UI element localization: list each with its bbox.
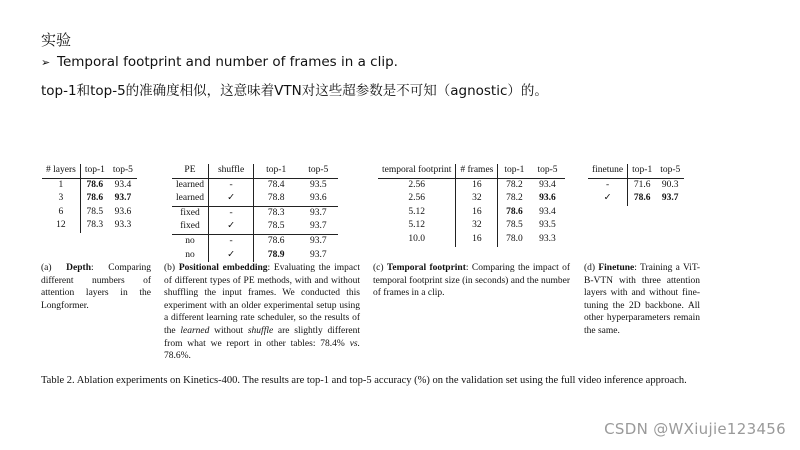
caption-text: : Training a ViT-B-VTN with three attention layers with and without fine-tuning the 2D backbone. All other hyperparameters remain the same. bbox=[584, 263, 700, 336]
table-cell: 78.8 bbox=[267, 193, 285, 204]
table-header: top-1 bbox=[498, 164, 531, 178]
positional-embedding-table bbox=[172, 164, 338, 262]
table-row bbox=[172, 206, 338, 220]
table-cell: 32 bbox=[456, 219, 498, 233]
table-cell: 78.3 bbox=[86, 220, 104, 231]
table-header: top-5 bbox=[109, 164, 137, 178]
table-header: top-1 bbox=[628, 164, 657, 178]
table-header: top-5 bbox=[530, 164, 564, 178]
table-cell: 3 bbox=[42, 192, 80, 206]
table-header: top-1 bbox=[80, 164, 109, 178]
table-cell: fixed bbox=[172, 220, 208, 234]
table-cell: learned bbox=[172, 192, 208, 206]
table-cell: 78.5 bbox=[86, 206, 104, 217]
table-cell: 78.3 bbox=[254, 206, 299, 220]
table-row bbox=[172, 249, 338, 263]
table-header: top-5 bbox=[298, 164, 338, 178]
table-cell: 5.12 bbox=[378, 206, 456, 220]
table-header: top-1 bbox=[254, 164, 299, 178]
table-cell: 93.3 bbox=[539, 233, 556, 244]
table-cell: 32 bbox=[456, 192, 498, 206]
table-cell: 5.12 bbox=[378, 219, 456, 233]
table-cell: 93.4 bbox=[539, 179, 556, 190]
table-cell: 16 bbox=[456, 178, 498, 192]
caption-prefix: (b) bbox=[164, 263, 179, 273]
bullet-line bbox=[41, 54, 398, 70]
table-cell: fixed bbox=[172, 206, 208, 220]
table-cell: 78.4 bbox=[267, 179, 285, 190]
caption-italic: learned bbox=[180, 325, 210, 336]
caption-text: 78.6%. bbox=[164, 351, 191, 362]
table-header: temporal footprint bbox=[378, 164, 456, 178]
table-cell: 78.5 bbox=[506, 220, 523, 231]
caption-prefix: (d) bbox=[584, 263, 599, 273]
table-row bbox=[378, 233, 565, 247]
caption-text: are slightly different from what we report in other tables: 78.4% bbox=[164, 325, 361, 349]
table-header: PE bbox=[172, 164, 208, 178]
table-cell: 78.6 bbox=[86, 179, 104, 190]
table-cell: 78.2 bbox=[506, 179, 523, 190]
caption-title: Depth bbox=[66, 263, 91, 273]
table-caption: Table 2. Ablation experiments on Kinetics-400. The results are top-1 and top-5 accuracy (%) on the validation set using the full video inference approach. bbox=[41, 375, 687, 386]
table-cell: 93.6 bbox=[114, 206, 132, 217]
caption-title: Positional embedding bbox=[178, 263, 268, 273]
table-header: # frames bbox=[456, 164, 498, 178]
caption-title: Finetune bbox=[598, 263, 635, 273]
table-cell: 93.5 bbox=[539, 220, 556, 231]
table-cell: 78.5 bbox=[267, 221, 285, 232]
positional-embedding-caption bbox=[164, 262, 360, 363]
table-cell: 78.6 bbox=[506, 206, 523, 217]
table-cell: no bbox=[172, 234, 208, 248]
table-cell: 10.0 bbox=[378, 233, 456, 247]
caption-text: : Comparing different numbers of attention layers in the Longformer. bbox=[41, 263, 151, 311]
watermark: CSDN @WXiujie123456 bbox=[604, 420, 786, 438]
arrow-bullet-icon: ➢ bbox=[41, 56, 51, 69]
table-cell: 93.4 bbox=[114, 179, 132, 190]
table-cell: 93.7 bbox=[661, 193, 679, 204]
table-row bbox=[588, 192, 684, 206]
table-cell: 93.7 bbox=[309, 221, 327, 232]
table-cell: - bbox=[588, 178, 628, 192]
table-cell: 93.4 bbox=[539, 206, 556, 217]
finetune-table bbox=[588, 164, 684, 206]
table-row bbox=[42, 192, 137, 206]
table-row bbox=[42, 219, 137, 233]
table-cell: 78.2 bbox=[506, 193, 523, 204]
table-row bbox=[378, 192, 565, 206]
table-cell: - bbox=[208, 178, 253, 192]
temporal-footprint-table bbox=[378, 164, 565, 247]
table-row bbox=[42, 178, 137, 192]
depth-caption bbox=[41, 262, 151, 312]
table-cell: - bbox=[208, 206, 253, 220]
table-cell: 16 bbox=[456, 233, 498, 247]
checkmark-icon: ✓ bbox=[208, 220, 253, 234]
table-cell: 90.3 bbox=[661, 179, 679, 190]
table-cell: 78.9 bbox=[267, 249, 285, 260]
bullet-text: Temporal footprint and number of frames in a clip. bbox=[57, 54, 398, 70]
table-cell: 78.6 bbox=[254, 234, 299, 248]
checkmark-icon: ✓ bbox=[588, 192, 628, 206]
table-header: # layers bbox=[42, 164, 80, 178]
caption-text: : Comparing the impact of temporal footprint size (in seconds) and the number of frames in a clip. bbox=[373, 263, 571, 299]
checkmark-icon: ✓ bbox=[208, 192, 253, 206]
table-cell: 2.56 bbox=[378, 178, 456, 192]
table-cell: 2.56 bbox=[378, 192, 456, 206]
table-cell: no bbox=[172, 249, 208, 263]
table-cell: 93.3 bbox=[114, 220, 132, 231]
table-cell: learned bbox=[172, 178, 208, 192]
temporal-footprint-caption bbox=[373, 262, 570, 300]
table-cell: 78.0 bbox=[506, 233, 523, 244]
depth-table bbox=[42, 164, 137, 233]
table-row bbox=[172, 178, 338, 192]
table-row bbox=[378, 219, 565, 233]
table-cell: 16 bbox=[456, 206, 498, 220]
table-row bbox=[172, 234, 338, 248]
finetune-caption bbox=[584, 262, 700, 338]
table-cell: 93.7 bbox=[298, 234, 338, 248]
table-row bbox=[42, 206, 137, 220]
caption-prefix: (c) bbox=[373, 263, 387, 273]
table-cell: 12 bbox=[42, 219, 80, 233]
slide-title: 实验 bbox=[41, 31, 72, 49]
checkmark-icon: ✓ bbox=[208, 249, 253, 263]
table-cell: 93.6 bbox=[309, 193, 327, 204]
table-cell: - bbox=[208, 234, 253, 248]
table-cell: 93.7 bbox=[309, 249, 327, 260]
table-header: top-5 bbox=[656, 164, 684, 178]
caption-italic: shuffle bbox=[247, 325, 274, 336]
table-row bbox=[378, 178, 565, 192]
table-cell: 1 bbox=[42, 178, 80, 192]
caption-prefix: (a) bbox=[41, 263, 67, 273]
table-row bbox=[172, 192, 338, 206]
table-cell: 6 bbox=[42, 206, 80, 220]
description-text: top-1和top-5的准确度相似，这意味着VTN对这些超参数是不可知（agnostic）的。 bbox=[41, 83, 548, 99]
caption-title: Temporal footprint bbox=[386, 263, 466, 273]
table-row bbox=[172, 220, 338, 234]
caption-italic: vs. bbox=[349, 338, 360, 349]
table-cell: 93.5 bbox=[309, 179, 327, 190]
table-cell: 93.7 bbox=[298, 206, 338, 220]
table-cell: 93.7 bbox=[114, 193, 132, 204]
table-cell: 78.6 bbox=[633, 193, 651, 204]
table-cell: 78.6 bbox=[86, 193, 104, 204]
caption-text: without bbox=[209, 325, 248, 336]
table-header: shuffle bbox=[208, 164, 253, 178]
table-row bbox=[588, 178, 684, 192]
caption-text: : Evaluating the impact of different types of PE methods, with and without shuffling the input frames. We conducted this experiment with an older experimental setup using a different learning rate scheduler, so the results of the bbox=[164, 263, 360, 336]
table-cell: 71.6 bbox=[633, 179, 651, 190]
table-header: finetune bbox=[588, 164, 628, 178]
table-row bbox=[378, 206, 565, 220]
table-cell: 93.6 bbox=[539, 193, 556, 204]
